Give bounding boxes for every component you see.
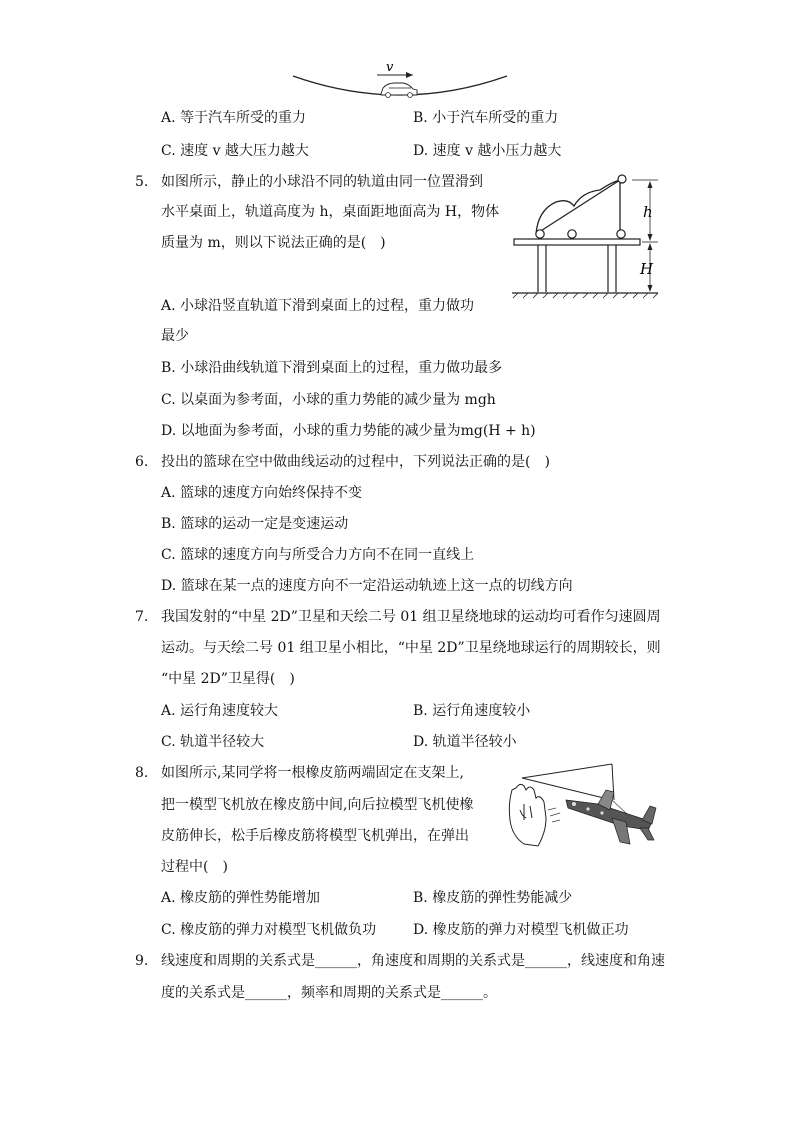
rubber-band-plane-figure bbox=[502, 760, 662, 858]
model-plane-icon bbox=[566, 790, 656, 844]
q7-stem-line-1: 我国发射的“中星 2D”卫星和天绘二号 01 组卫星绕地球的运动均可看作匀速圆周 bbox=[161, 609, 661, 625]
q8-option-d: D. 橡皮筋的弹力对模型飞机做正功 bbox=[413, 922, 629, 938]
q6-stem: 投出的篮球在空中做曲线运动的过程中，下列说法正确的是( ) bbox=[161, 454, 550, 470]
q7-stem-line-3: “中星 2D”卫星得( ) bbox=[161, 671, 295, 687]
q5-option-d: D. 以地面为参考面，小球的重力势能的减少量为mg(H + h) bbox=[161, 423, 536, 439]
q5-option-c: C. 以桌面为参考面，小球的重力势能的减少量为 mgh bbox=[161, 392, 496, 408]
velocity-label: v bbox=[386, 60, 394, 75]
q6-option-c: C. 篮球的速度方向与所受合力方向不在同一直线上 bbox=[161, 547, 475, 563]
q5-option-a-line-1: A. 小球沿竖直轨道下滑到桌面上的过程，重力做功 bbox=[161, 298, 475, 314]
q4-option-a: A. 等于汽车所受的重力 bbox=[161, 110, 307, 126]
q5-stem-line-3: 质量为 m，则以下说法正确的是( ) bbox=[161, 235, 386, 251]
q5-option-a-line-2: 最少 bbox=[161, 328, 189, 344]
car-on-curved-road-figure bbox=[285, 58, 515, 100]
q8-stem-line-2: 把一模型飞机放在橡皮筋中间,向后拉模型飞机使橡 bbox=[161, 797, 474, 813]
q8-stem-line-4: 过程中( ) bbox=[161, 859, 228, 875]
q7-number: 7. bbox=[135, 609, 149, 625]
height-H-label: H bbox=[640, 260, 654, 278]
q8-option-a: A. 橡皮筋的弹性势能增加 bbox=[161, 890, 321, 906]
q4-option-b: B. 小于汽车所受的重力 bbox=[413, 110, 559, 126]
hand-icon bbox=[509, 784, 546, 846]
q5-option-b: B. 小球沿曲线轨道下滑到桌面上的过程，重力做功最多 bbox=[161, 360, 503, 376]
q8-option-c: C. 橡皮筋的弹力对模型飞机做负功 bbox=[161, 922, 377, 938]
q7-option-a: A. 运行角速度较大 bbox=[161, 703, 279, 719]
q5-number: 5. bbox=[135, 174, 149, 190]
q6-option-d: D. 篮球在某一点的速度方向不一定沿运动轨迹上这一点的切线方向 bbox=[161, 578, 573, 594]
q9-stem-line-1: 线速度和周期的关系式是______，角速度和周期的关系式是______，线速度和角速 bbox=[161, 953, 665, 969]
height-h-label: h bbox=[643, 203, 653, 221]
q6-option-a: A. 篮球的速度方向始终保持不变 bbox=[161, 485, 363, 501]
q8-stem-line-1: 如图所示,某同学将一根橡皮筋两端固定在支架上, bbox=[161, 765, 464, 781]
q8-option-b: B. 橡皮筋的弹性势能减少 bbox=[413, 890, 573, 906]
ball-tracks-table-figure bbox=[508, 172, 668, 300]
q9-stem-line-2: 度的关系式是______，频率和周期的关系式是______。 bbox=[161, 985, 497, 1001]
q4-option-d: D. 速度 v 越小压力越大 bbox=[413, 143, 562, 159]
q8-number: 8. bbox=[135, 765, 149, 781]
q9-number: 9. bbox=[135, 953, 149, 969]
q7-stem-line-2: 运动。与天绘二号 01 组卫星小相比，“中星 2D”卫星绕地球运行的周期较长，则 bbox=[161, 640, 661, 656]
q6-option-b: B. 篮球的运动一定是变速运动 bbox=[161, 516, 349, 532]
q6-number: 6. bbox=[135, 454, 149, 470]
q5-stem-line-2: 水平桌面上，轨道高度为 h，桌面距地面高为 H，物体 bbox=[161, 204, 500, 220]
car-icon bbox=[381, 83, 417, 97]
q4-option-c: C. 速度 v 越大压力越大 bbox=[161, 143, 309, 159]
q5-stem-line-1: 如图所示，静止的小球沿不同的轨道由同一位置滑到 bbox=[161, 174, 483, 190]
q7-option-d: D. 轨道半径较小 bbox=[413, 734, 517, 750]
q8-stem-line-3: 皮筋伸长，松手后橡皮筋将模型飞机弹出，在弹出 bbox=[161, 828, 469, 844]
q7-option-c: C. 轨道半径较大 bbox=[161, 734, 265, 750]
q7-option-b: B. 运行角速度较小 bbox=[413, 703, 531, 719]
